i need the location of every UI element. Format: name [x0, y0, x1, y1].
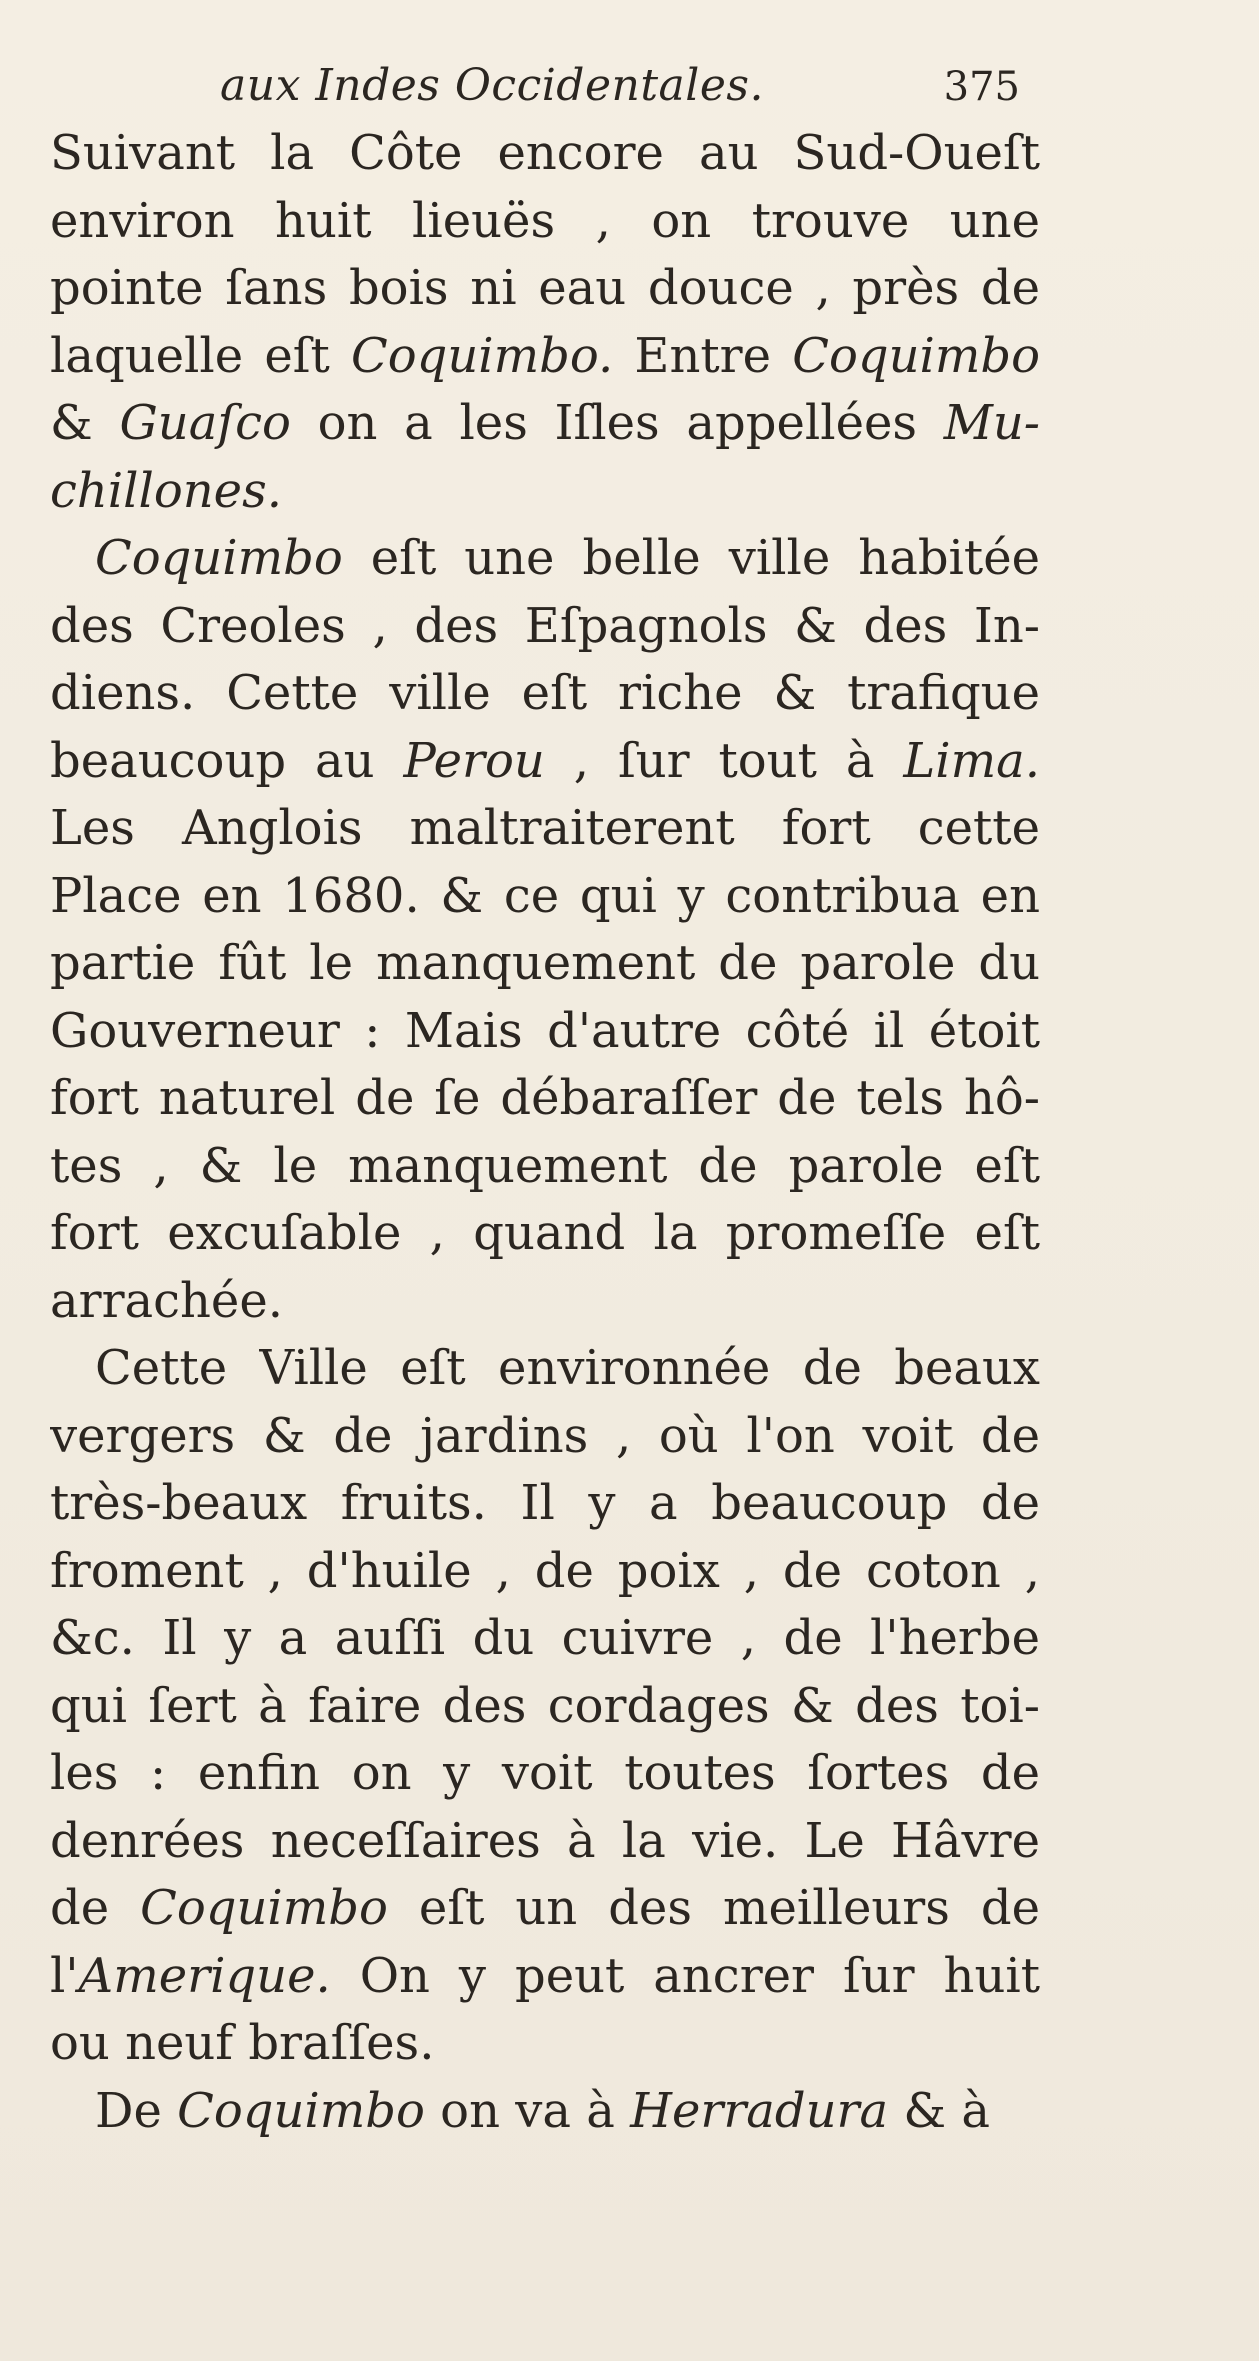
text-run: vergers & de jardins , où l'on voit de — [50, 1407, 1040, 1464]
italic-text: Guaſco — [119, 395, 291, 451]
text-line — [50, 1065, 1040, 1133]
italic-text: Coquimbo — [95, 530, 343, 586]
text-run: tes , & le manquement de parole eſt — [50, 1137, 1040, 1194]
text-run: arrachée. — [50, 1272, 283, 1329]
text-line — [50, 1335, 1040, 1403]
text-run: des Creoles , des Eſpagnols & des In- — [50, 597, 1040, 654]
italic-text: Coquimbo. — [351, 327, 614, 384]
text-run: les : enfin on y voit toutes ſortes de — [50, 1745, 1040, 1801]
text-run: Place en 1680. & ce qui y contribua en — [50, 867, 1040, 924]
text-run: denrées neceſſaires à la vie. Le Hâvre — [50, 1812, 1040, 1869]
text-line — [50, 1268, 1040, 1336]
text-line — [50, 1470, 1040, 1538]
italic-text: Coquimbo — [792, 327, 1040, 384]
running-title: aux Indes Occidentales. — [220, 60, 764, 111]
text-line — [50, 1200, 1040, 1268]
text-run: fort naturel de ſe débaraſſer de tels hô- — [50, 1070, 1040, 1126]
text-line — [50, 2010, 1040, 2078]
text-run: qui ſert à faire des cordages & des toi- — [50, 1677, 1040, 1734]
text-run: beaucoup au — [50, 732, 404, 789]
text-line — [50, 1538, 1040, 1606]
text-run: de — [50, 1880, 141, 1936]
text-line — [50, 1673, 1040, 1741]
text-run: & à — [888, 2082, 990, 2139]
text-run: très-beaux fruits. Il y a beaucoup de — [50, 1475, 1040, 1531]
text-run: Gouverneur : Mais d'autre côté il étoit — [50, 1002, 1040, 1059]
italic-text: Amerique. — [78, 1947, 331, 2004]
text-run: Entre — [613, 327, 793, 384]
italic-text: Herradura — [630, 2082, 889, 2139]
text-line — [50, 795, 1040, 863]
text-run: eſt un des meilleurs de — [387, 1880, 1040, 1936]
text-line — [50, 660, 1040, 728]
italic-text: Mu- — [943, 395, 1040, 451]
text-run: On y peut ancrer ſur huit — [330, 1947, 1040, 2004]
text-run: , ſur tout à — [544, 732, 904, 789]
text-line — [50, 188, 1040, 256]
text-run: l' — [50, 1947, 79, 2004]
text-line — [50, 863, 1040, 931]
text-line — [50, 2078, 1040, 2146]
text-line — [50, 323, 1040, 391]
body-text — [50, 120, 1040, 2145]
text-run: partie fût le manquement de parole du — [50, 935, 1040, 991]
text-run: Cette Ville eſt environnée de beaux — [95, 1340, 1040, 1396]
text-run: on va à — [424, 2082, 631, 2139]
text-line — [50, 930, 1040, 998]
text-run: Les Anglois maltraiterent fort cette — [50, 800, 1040, 856]
italic-text: Perou — [403, 732, 545, 789]
text-line — [50, 998, 1040, 1066]
text-line — [50, 120, 1040, 188]
text-line — [50, 1808, 1040, 1876]
text-line — [50, 1740, 1040, 1808]
page-text-block — [50, 60, 1040, 2145]
text-line — [50, 1943, 1040, 2011]
text-run: on a les Iſles appellées — [290, 395, 944, 451]
text-run: eſt une belle ville habitée — [342, 530, 1040, 586]
italic-text: chillones. — [50, 462, 282, 519]
text-line — [50, 1875, 1040, 1943]
page-header — [220, 60, 1040, 120]
text-run: diens. Cette ville eſt riche & trafique — [50, 665, 1040, 721]
text-line — [50, 390, 1040, 458]
text-line — [50, 525, 1040, 593]
text-run: fort excuſable , quand la promeſſe eſt — [50, 1205, 1040, 1261]
italic-text: Coquimbo — [177, 2082, 425, 2139]
text-run: Suivant la Côte encore au Sud-Oueſt — [50, 125, 1040, 181]
text-run: & — [50, 395, 120, 451]
text-line — [50, 458, 1040, 526]
text-run: environ huit lieuës , on trouve une — [50, 192, 1040, 249]
text-run: froment , d'huile , de poix , de coton , — [50, 1542, 1040, 1599]
italic-text: Coquimbo — [140, 1880, 388, 1936]
text-run: laquelle eſt — [50, 327, 352, 384]
text-run: pointe ſans bois ni eau douce , près de — [50, 260, 1040, 316]
text-run: ou neuf braſſes. — [50, 2015, 435, 2071]
page-number: 375 — [943, 64, 1020, 110]
text-line — [50, 593, 1040, 661]
text-line — [50, 1605, 1040, 1673]
text-line — [50, 255, 1040, 323]
text-run: &c. Il y a auſſi du cuivre , de l'herbe — [50, 1610, 1040, 1666]
text-line — [50, 1403, 1040, 1471]
italic-text: Lima. — [903, 732, 1040, 789]
text-line — [50, 728, 1040, 796]
text-line — [50, 1133, 1040, 1201]
text-run: De — [95, 2082, 178, 2139]
